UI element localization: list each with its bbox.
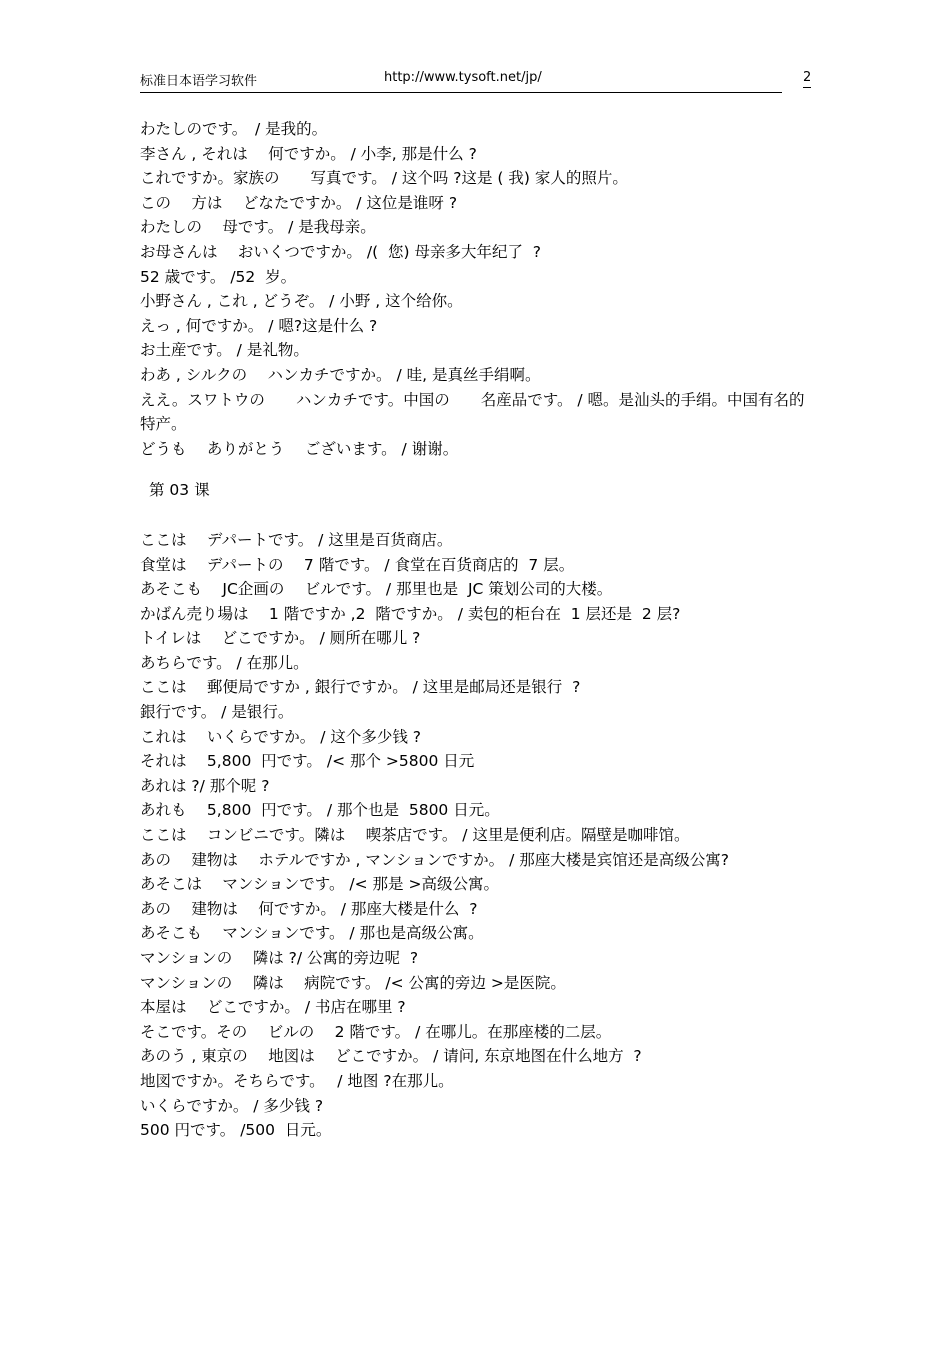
text-line: ここは 郵便局ですか , 銀行ですか。 / 这里是邮局还是银行 ? bbox=[140, 678, 581, 697]
text-line: かばん売り場は 1 階ですか ,2 階ですか。 / 卖包的柜台在 1 层还是 2 层? bbox=[140, 604, 681, 623]
text-line: トイレは どこですか。 / 厕所在哪儿 ? bbox=[140, 629, 421, 648]
text-line: 小野さん , これ , どうぞ。 / 小野 , 这个给你。 bbox=[140, 292, 463, 311]
text-line: そこです。その ビルの 2 階です。 / 在哪儿。在那座楼的二层。 bbox=[140, 1022, 612, 1041]
text-line: あの 建物は ホテルですか , マンションですか。 / 那座大楼是宾馆还是高级公寓? bbox=[140, 850, 729, 869]
header-app-name: 标准日本语学习软件 bbox=[140, 74, 258, 89]
document-body bbox=[140, 117, 820, 1143]
text-line: あそこも JC企画の ビルです。 / 那里也是 JC 策划公司的大楼。 bbox=[140, 580, 613, 599]
text-line: マンションの 隣は ?/ 公寓的旁边呢 ? bbox=[140, 949, 419, 967]
text-line: これですか。家族の 写真です。 / 这个吗 ?这是 ( 我) 家人的照片。 bbox=[140, 169, 628, 188]
page-header bbox=[140, 70, 782, 93]
text-line: これは いくらですか。 / 这个多少钱 ? bbox=[140, 727, 422, 746]
text-line: 銀行です。 / 是银行。 bbox=[140, 703, 294, 722]
text-line: あちらです。 / 在那儿。 bbox=[140, 653, 309, 672]
text-line: 地図ですか。そちらです。 / 地图 ?在那儿。 bbox=[140, 1071, 454, 1090]
text-line: ここは コンビニです。隣は 喫茶店です。 / 这里是便利店。隔壁是咖啡馆。 bbox=[140, 826, 690, 845]
text-line: あそこも マンションです。 / 那也是高级公寓。 bbox=[140, 924, 484, 943]
lesson-title: 第 03 课 bbox=[149, 481, 210, 500]
text-line: わたしの 母です。 / 是我母亲。 bbox=[140, 218, 376, 237]
text-line: ここは デパートです。 / 这里是百货商店。 bbox=[140, 530, 453, 549]
text-line: 食堂は デパートの 7 階です。 / 食堂在百货商店的 7 层。 bbox=[140, 555, 575, 574]
text-line: 52 歳です。 /52 岁。 bbox=[140, 267, 297, 286]
text-line: この 方は どなたですか。 / 这位是谁呀 ? bbox=[140, 193, 458, 212]
text-line: 本屋は どこですか。 / 书店在哪里 ? bbox=[140, 998, 406, 1017]
text-line: あのう , 東京の 地図は どこですか。 / 请问, 东京地图在什么地方 ? bbox=[140, 1047, 642, 1066]
text-line: それは 5,800 円です。 /< 那个 >5800 日元 bbox=[140, 752, 475, 771]
text-line: 500 円です。 /500 日元。 bbox=[140, 1121, 332, 1140]
text-line: マンションの 隣は 病院です。 /< 公寓的旁边 >是医院。 bbox=[140, 973, 566, 992]
text-line: えっ , 何ですか。 / 嗯?这是什么 ? bbox=[140, 316, 378, 335]
text-line: お母さんは おいくつですか。 /( 您) 母亲多大年纪了 ? bbox=[140, 242, 542, 261]
text-line: わあ , シルクの ハンカチですか。 / 哇, 是真丝手绢啊。 bbox=[140, 365, 541, 384]
text-line: いくらですか。 / 多少钱 ? bbox=[140, 1096, 324, 1115]
text-line: あの 建物は 何ですか。 / 那座大楼是什么 ? bbox=[140, 899, 478, 918]
text-line: わたしのです。 / 是我的。 bbox=[140, 120, 328, 138]
text-line: どうも ありがとう ございます。 / 谢谢。 bbox=[140, 439, 459, 458]
text-line: あそこは マンションです。 /< 那是 >高级公寓。 bbox=[140, 875, 499, 894]
header-url: http://www.tysoft.net/jp/ bbox=[384, 70, 542, 85]
text-line: あれは ?/ 那个呢 ? bbox=[140, 776, 270, 795]
page-number: 2 bbox=[803, 70, 811, 88]
text-line: ええ。スワトウの ハンカチです。中国の 名産品です。 / 嗯。是汕头的手绢。中国有名的特产。 bbox=[140, 390, 805, 434]
text-line: お土産です。 / 是礼物。 bbox=[140, 341, 309, 360]
text-line: 李さん , それは 何ですか。 / 小李, 那是什么 ? bbox=[140, 144, 477, 163]
text-line: あれも 5,800 円です。 / 那个也是 5800 日元。 bbox=[140, 801, 500, 820]
